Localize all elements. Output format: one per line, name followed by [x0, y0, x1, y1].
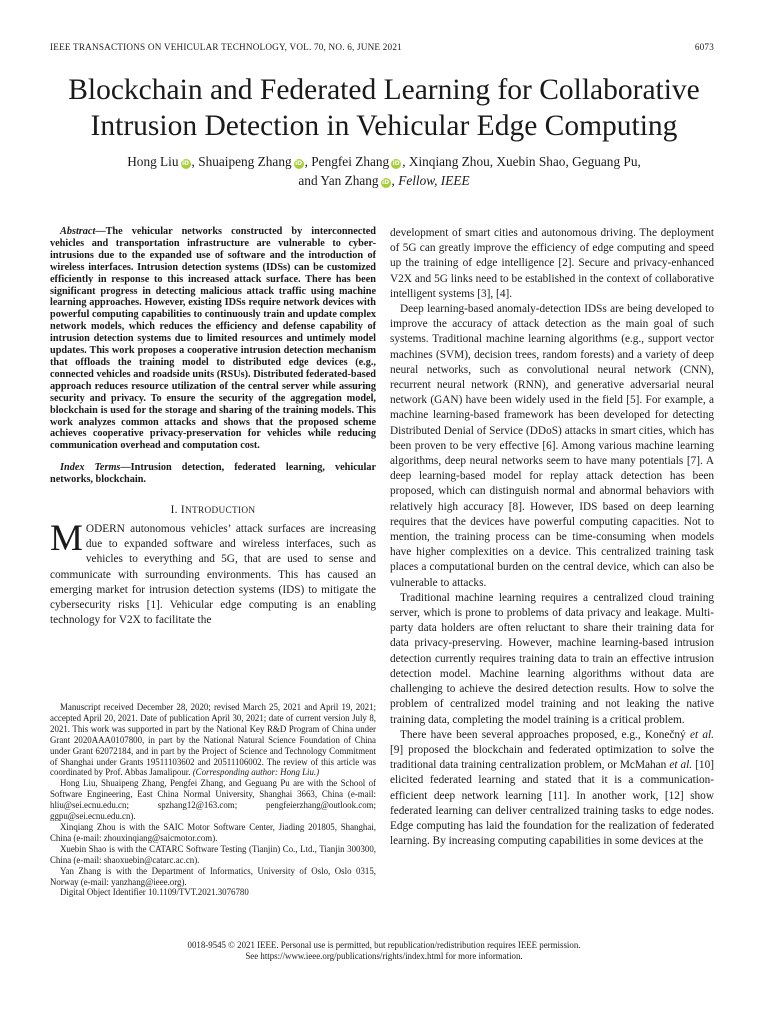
section-heading [50, 504, 376, 516]
author-separator: , [391, 173, 399, 188]
author-separator: , [191, 154, 199, 169]
footnote-manuscript: Manuscript received December 28, 2020; revised March 25, 2021 and April 19, 2021; accepted April 20, 2021. Date of publication April 30, 2021; date of current version July 8, 2021. This work was supported in part by the National Key R&D Program of China under Grant 2020AAA0107800, in part by the National Natural Science Foundation of China under Grant 62072184, and in part by the Project of Science and Technology Commitment of Shanghai under Grants 19511103602 and 20511106002. The review of this article was coordinated by Prof. Abbas Jamalipour. [50, 702, 376, 778]
left-column [50, 226, 376, 628]
body-text-italic: et al. [689, 728, 714, 741]
running-header [50, 42, 714, 52]
author-name: and Yan Zhang [298, 173, 379, 188]
page-number: 6073 [694, 42, 714, 52]
body-text: [9] proposed the blockchain and federated optimization to solve the traditional data training centralization problem, or McMahan [390, 743, 714, 772]
abstract-label: Abstract [60, 226, 96, 237]
author-name: Shuaipeng Zhang [198, 154, 292, 169]
copyright-line-1: 0018-9545 © 2021 IEEE. Personal use is permitted, but republication/redistribution requires IEEE permission. [187, 940, 581, 950]
footnote-affiliation-3: Xuebin Shao is with the CATARC Software Testing (Tianjin) Co., Ltd., Tianjin 300300, China (e-mail: shaoxuebin@catarc.ac.cn). [50, 843, 376, 865]
author-names: Xinqiang Zhou, Xuebin Shao, Geguang Pu, [408, 154, 641, 169]
section-numeral: I. [170, 504, 181, 517]
intro-lead-caps: ODERN [85, 523, 125, 536]
right-column [390, 226, 714, 849]
drop-cap: M [50, 518, 83, 560]
orcid-icon[interactable]: iD [392, 160, 400, 167]
intro-text [50, 518, 376, 628]
section-title-initial: I [180, 504, 185, 517]
body-text: [10] elicited federated learning and stated that it is a communication-efficient deep network learning [11]. In another work, [12] show federated learning can deliver centralized training tasks to edge nodes. Edge computing has laid the foundation for the realization of federated learning. By increasing computing capabilities in some devices at the [390, 759, 714, 848]
index-terms [50, 462, 376, 486]
footnote-affiliation-4: Yan Zhang is with the Department of Informatics, University of Oslo, Oslo 0315, Norway (e-mail: yanzhang@ieee.org). [50, 865, 376, 887]
index-terms-label: Index Terms [60, 462, 121, 474]
footnote-affiliation-1: Hong Liu, Shuaipeng Zhang, Pengfei Zhang, and Geguang Pu are with the School of Software Engineering, East China Normal University, Shanghai 3663, China (e-mail: hliu@sei.ecnu.edu.cn; spzhang12@163.com; pengfeierzhang@outlook.com; ggpu@sei.ecnu.edu.cn). [50, 778, 376, 822]
author-separator: , [402, 154, 409, 169]
author-name: Hong Liu [127, 154, 179, 169]
title-line-1: Blockchain and Federated Learning for Collaborative [68, 74, 700, 106]
section-title-rest: NTRODUCTION [184, 506, 256, 517]
orcid-icon[interactable]: iD [295, 160, 303, 167]
orcid-icon[interactable]: iD [382, 179, 390, 186]
author-list [40, 152, 728, 190]
footnote-affiliation-2: Xinqiang Zhou is with the SAIC Motor Software Center, Jiading 201805, Shanghai, China (e-mail: zhouxinqiang@saicmotor.com). [50, 821, 376, 843]
body-text: There have been several approaches proposed, e.g., Konečný [400, 728, 690, 741]
abstract [50, 226, 376, 452]
orcid-icon[interactable]: iD [182, 160, 190, 167]
copyright-notice [60, 940, 708, 962]
intro-paragraph: autonomous vehicles’ attack surfaces are increasing due to expanded software and wireless interfaces, such as vehicles to everything and 5G, that are used to sense and communicate with surrounding environments. This has caused an emerging market for intrusion detection systems (IDS) to mitigate the cybersecurity risks [1]. Vehicular edge computing is an enabling technology for V2X to facilitate the [50, 523, 376, 627]
body-paragraph: Deep learning-based anomaly-detection IDSs are being developed to improve the accuracy of attack detection as the main goal of such systems. Traditional machine learning algorithms (e.g., support vector machines (SVM), decision trees, random forests) and a variety of deep neural networks, such as convolutional neural network (CNN), recurrent neural network (RNN), and generative adversarial neural network (GAN) have been widely used in the field [5]. For example, a machine learning-based framework has been developed for detecting Distributed Denial of Service (DDoS) attacks in smart cities, which has been proven to be very effective [6]. Among various machine learning algorithms, deep neural networks seem to have many potentials [7]. A deep learning-based model for replay attack detection has been proposed, which can distinguish normal and abnormal behaviors with relatively high accuracy [8]. However, IDS based on deep learning requires that the devices have powerful computing capacities. Not to mention, the training process can be time-consuming when models have higher complexities on a device. This centralized training task places a computational burden on the central device, which can also be vulnerable to attacks. [390, 303, 714, 589]
fellow-title: Fellow, IEEE [398, 173, 470, 188]
body-text-italic: et al. [669, 759, 693, 772]
index-terms-text: —Intrusion detection, federated learning, vehicular networks, blockchain. [50, 462, 376, 486]
body-paragraph: Traditional machine learning requires a centralized cloud training server, which is prone to problems of data privacy and leakage. Multi-party data holders are often reluctant to share their training data for data privacy-preserving. However, machine learning-based intrusion detection currently requires training data to train an effective intrusion detection model. Machine learning algorithms without data are challenging to achieve the desired detection results. How to solve the problem of centralized model training and not leaking the native training data, completing the model training is a critical problem. [390, 591, 714, 726]
journal-name: IEEE TRANSACTIONS ON VEHICULAR TECHNOLOGY, VOL. 70, NO. 6, JUNE 2021 [50, 42, 402, 52]
author-separator: , [304, 154, 312, 169]
title-line-2: Intrusion Detection in Vehicular Edge Computing [90, 110, 678, 142]
body-paragraph [390, 728, 714, 850]
footnote [50, 702, 376, 898]
body-paragraph: development of smart cities and autonomous driving. The deployment of 5G can greatly improve the efficiency of edge computing and speed up the training of edge intelligence [2]. Secure and privacy-enhanced V2X and 5G links need to be established in the context of collaborative intelligent systems [3], [4]. [390, 227, 714, 300]
copyright-line-2: See https://www.ieee.org/publications/rights/index.html for more information. [245, 951, 523, 961]
corresponding-author: (Corresponding author: Hong Liu.) [192, 767, 320, 778]
abstract-text: —The vehicular networks constructed by interconnected vehicles and transportation infrastructure are vulnerable to cyber-intrusions due to the expanded use of software and the introduction of wireless interfaces. Intrusion detection systems (IDSs) can be customized efficiently in response to this increased attack surface. There has been significant progress in detecting malicious attack traffic using machine learning approaches. However, existing IDSs require network devices with powerful computing capabilities to continuously train and update complex network models, which reduces the efficiency and defense capability of intrusion detection systems due to limited resources and untimely model updates. This work proposes a cooperative intrusion detection mechanism that offloads the training model to distributed edge devices (e.g., connected vehicles and roadside units (RSUs). Distributed federated-based approach reduces resource utilization of the central server while assuring security and privacy. To ensure the security of the aggregation model, blockchain is used for the storage and sharing of the training models. This work analyzes common attacks and shows that the proposed scheme achieves cooperative privacy-preservation for vehicles while reducing communication overhead and computation cost. [50, 226, 376, 452]
author-name: Pengfei Zhang [311, 154, 390, 169]
footnote-doi: Digital Object Identifier 10.1109/TVT.2021.3076780 [60, 887, 249, 898]
paper-title [30, 72, 738, 144]
